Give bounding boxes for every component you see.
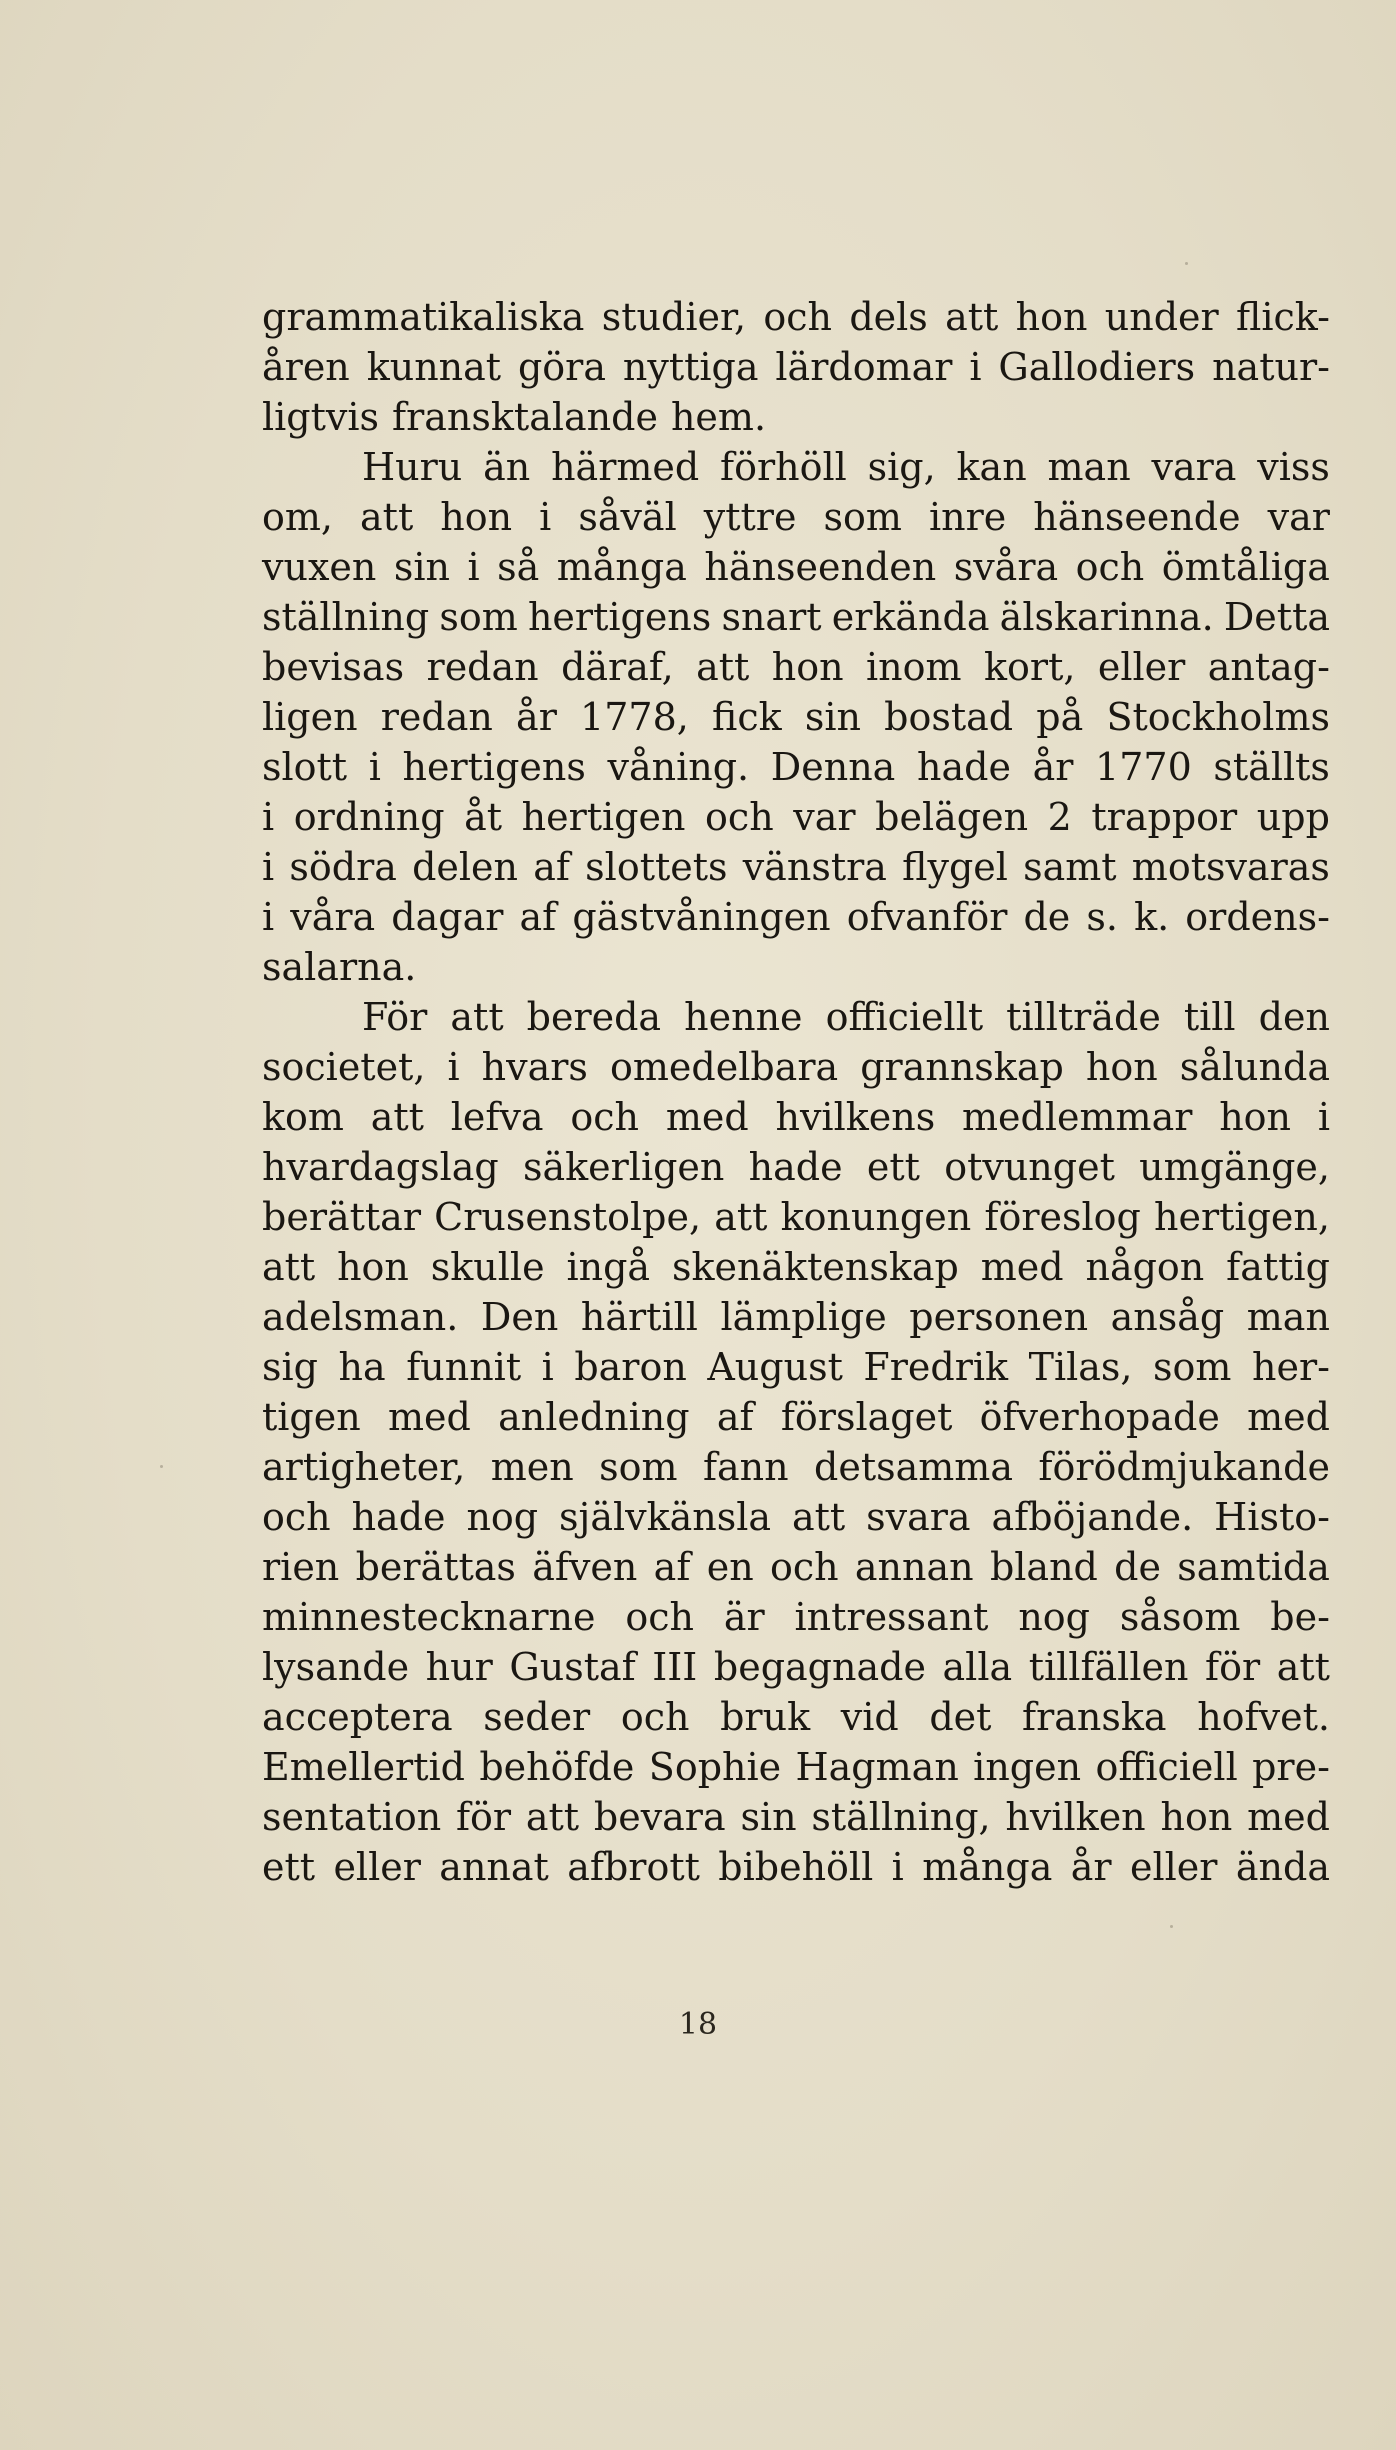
- word: För: [362, 995, 428, 1039]
- paper-speck: [1170, 1925, 1173, 1928]
- word: societet,: [262, 1045, 426, 1089]
- word: grammatikaliska: [262, 295, 585, 339]
- word: på: [1036, 695, 1084, 739]
- word: rien: [262, 1545, 340, 1589]
- word: lärdomar: [775, 345, 953, 389]
- word: ofvanför: [846, 895, 1008, 939]
- word: göra: [517, 345, 606, 389]
- word: sin: [804, 695, 861, 739]
- word: grannskap: [860, 1045, 1064, 1089]
- word: yttre: [703, 495, 797, 539]
- word: redan: [426, 645, 539, 689]
- text-line: [262, 992, 1330, 1042]
- word: motsvaras: [1131, 845, 1330, 889]
- word: hon: [1160, 1795, 1233, 1839]
- word: Emellertid: [262, 1745, 465, 1789]
- text-line: [262, 1442, 1330, 1492]
- word: ansåg: [1110, 1295, 1225, 1339]
- word: redan: [380, 695, 493, 739]
- word: detsamma: [814, 1445, 1013, 1489]
- word: sig,: [867, 445, 936, 489]
- word: att: [360, 495, 414, 539]
- word: 2: [1047, 795, 1072, 839]
- word: Fredrik: [863, 1345, 1009, 1389]
- word: vuxen: [262, 545, 377, 589]
- word: berättas: [355, 1545, 516, 1589]
- word: att: [370, 1095, 424, 1139]
- text-line: [262, 1492, 1330, 1542]
- word: ligtvis: [262, 395, 380, 439]
- word: sig: [262, 1345, 318, 1389]
- word: hertigens: [527, 595, 712, 639]
- word: hur: [425, 1645, 493, 1689]
- word: skenäktenskap: [671, 1245, 959, 1289]
- word: som: [439, 595, 518, 639]
- word: af: [716, 1395, 754, 1439]
- word: antag-: [1207, 645, 1330, 689]
- word: viss: [1257, 445, 1330, 489]
- word: att: [792, 1495, 846, 1539]
- word: svara: [866, 1495, 971, 1539]
- word: vid: [840, 1695, 899, 1739]
- word: upp: [1256, 795, 1330, 839]
- word: i: [1317, 1095, 1330, 1139]
- word: bostad: [884, 695, 1014, 739]
- word: och: [763, 295, 833, 339]
- word: var: [1267, 495, 1330, 539]
- word: och: [620, 1695, 690, 1739]
- word: afböjande.: [991, 1495, 1194, 1539]
- word: nog: [1018, 1595, 1090, 1639]
- word: pre-: [1252, 1745, 1330, 1789]
- word: att: [1276, 1645, 1330, 1689]
- word: åren: [262, 345, 350, 389]
- word: svåra: [953, 545, 1059, 589]
- paper-speck: [160, 1465, 163, 1468]
- word: inre: [928, 495, 1007, 539]
- word: ordning: [293, 795, 445, 839]
- word: äfven: [532, 1545, 638, 1589]
- text-line: [262, 1142, 1330, 1192]
- word: hon: [771, 645, 844, 689]
- word: i: [262, 845, 275, 889]
- word: bland: [989, 1545, 1098, 1589]
- word: de: [1023, 895, 1071, 939]
- word: är: [723, 1595, 765, 1639]
- word: eller: [1097, 645, 1186, 689]
- word: säkerligen: [522, 1145, 725, 1189]
- word: fransktalande: [392, 395, 658, 439]
- word: hertigen,: [1154, 1195, 1330, 1239]
- word: hade: [351, 1495, 446, 1539]
- word: personen: [909, 1295, 1089, 1339]
- word: hade: [916, 745, 1011, 789]
- text-line: [262, 342, 1330, 392]
- word: och: [1075, 545, 1145, 589]
- word: af: [519, 895, 557, 939]
- word: med: [1247, 1395, 1330, 1439]
- word: studier,: [601, 295, 747, 339]
- word: 1778,: [580, 695, 689, 739]
- word: kunnat: [366, 345, 502, 389]
- word: som: [823, 495, 902, 539]
- word: eller: [1130, 1845, 1218, 1889]
- word: samtida: [1177, 1545, 1330, 1589]
- word: förödmjukande: [1038, 1445, 1330, 1489]
- word: officiellt: [825, 995, 984, 1039]
- word: konungen: [780, 1195, 972, 1239]
- word: Gallodiers: [998, 345, 1196, 389]
- word: Hagman: [795, 1745, 959, 1789]
- word: men: [490, 1445, 574, 1489]
- word: Huru: [362, 445, 463, 489]
- word: artigheter,: [262, 1445, 466, 1489]
- word: minnestecknarne: [262, 1595, 596, 1639]
- word: och: [705, 795, 774, 839]
- text-line: [262, 1692, 1330, 1742]
- word: erkända: [831, 595, 990, 639]
- text-line: [262, 942, 1330, 992]
- word: hertigen: [521, 795, 686, 839]
- word: baron: [574, 1345, 687, 1389]
- word: hänseende: [1033, 495, 1241, 539]
- word: ingen: [973, 1745, 1082, 1789]
- word: vara: [1151, 445, 1237, 489]
- word: många: [556, 545, 687, 589]
- word: inom: [866, 645, 962, 689]
- word: otvunget: [944, 1145, 1115, 1189]
- word: nyttiga: [622, 345, 759, 389]
- word: ömtåliga: [1161, 545, 1330, 589]
- word: härtill: [580, 1295, 698, 1339]
- word: i: [541, 1345, 554, 1389]
- text-line: [262, 1542, 1330, 1592]
- word: i: [539, 495, 552, 539]
- word: tillträde: [1006, 995, 1161, 1039]
- word: omedelbara: [609, 1045, 839, 1089]
- word: i: [447, 1045, 460, 1089]
- word: hon: [440, 495, 513, 539]
- word: medlemmar: [962, 1095, 1193, 1139]
- text-line: [262, 1792, 1330, 1842]
- word: af: [653, 1545, 691, 1589]
- word: man: [1047, 445, 1131, 489]
- word: hvardagslag: [262, 1145, 499, 1189]
- paper-speck: [1185, 262, 1188, 265]
- word: snart: [721, 595, 822, 639]
- word: sin: [393, 545, 450, 589]
- word: sålunda: [1179, 1045, 1330, 1089]
- word: självkänsla: [559, 1495, 772, 1539]
- word: franska: [1022, 1695, 1167, 1739]
- word: såsom: [1119, 1595, 1241, 1639]
- text-line: [262, 642, 1330, 692]
- word: Denna: [770, 745, 896, 789]
- word: södra: [289, 845, 397, 889]
- word: begagnade: [713, 1645, 926, 1689]
- text-line: [262, 542, 1330, 592]
- word: 1770: [1095, 745, 1192, 789]
- word: lämplige: [720, 1295, 887, 1339]
- word: dagar: [391, 895, 504, 939]
- word: sentation: [262, 1795, 442, 1839]
- text-line: [262, 1642, 1330, 1692]
- word: ända: [1235, 1845, 1330, 1889]
- word: berättar: [262, 1195, 421, 1239]
- word: och: [625, 1595, 694, 1639]
- word: k.: [1134, 895, 1170, 939]
- word: sin: [740, 1795, 797, 1839]
- word: hänseenden: [704, 545, 937, 589]
- word: för: [1205, 1645, 1261, 1689]
- word: och: [570, 1095, 640, 1139]
- word: fann: [702, 1445, 789, 1489]
- word: Sophie: [648, 1745, 782, 1789]
- word: Tilas,: [1028, 1345, 1133, 1389]
- word: Detta: [1223, 595, 1330, 639]
- word: ligen: [262, 695, 358, 739]
- word: anledning: [498, 1395, 690, 1439]
- word: hade: [748, 1145, 843, 1189]
- word: år: [516, 695, 557, 739]
- word: umgänge,: [1139, 1145, 1330, 1189]
- word: skulle: [430, 1245, 545, 1289]
- word: och: [262, 1495, 331, 1539]
- word: trappor: [1091, 795, 1238, 839]
- word: s.: [1086, 895, 1118, 939]
- word: om,: [262, 495, 333, 539]
- word: ett: [866, 1145, 920, 1189]
- word: slottets: [585, 845, 728, 889]
- word: annat: [439, 1845, 549, 1889]
- word: ingå: [566, 1245, 651, 1289]
- word: att: [262, 1245, 316, 1289]
- word: de: [1114, 1545, 1161, 1589]
- word: August: [707, 1345, 843, 1389]
- word: officiell: [1095, 1745, 1238, 1789]
- word: än: [483, 445, 531, 489]
- text-line: [262, 1842, 1330, 1892]
- word: lefva: [450, 1095, 544, 1139]
- word: af: [533, 845, 570, 889]
- word: åt: [464, 795, 503, 839]
- word: vänstra: [742, 845, 887, 889]
- word: våra: [290, 895, 376, 939]
- word: år: [1032, 745, 1074, 789]
- word: förhöll: [720, 445, 847, 489]
- word: med: [665, 1095, 749, 1139]
- text-line: [262, 392, 1330, 442]
- word: annan: [854, 1545, 974, 1589]
- word: våning.: [607, 745, 750, 789]
- word: adelsman.: [262, 1295, 459, 1339]
- text-line: [262, 1192, 1330, 1242]
- text-line: [262, 792, 1330, 842]
- word: i: [262, 895, 275, 939]
- word: hon: [1085, 1045, 1158, 1089]
- text-line: [262, 1342, 1330, 1392]
- word: öfverhopade: [979, 1395, 1220, 1439]
- word: fick: [712, 695, 782, 739]
- word: kan: [956, 445, 1027, 489]
- word: år: [1070, 1845, 1112, 1889]
- word: hon: [1219, 1095, 1292, 1139]
- word: med: [1247, 1795, 1330, 1839]
- word: hertigens: [402, 745, 586, 789]
- word: var: [793, 795, 856, 839]
- word: intressant: [794, 1595, 989, 1639]
- word: kort,: [984, 645, 1076, 689]
- text-line: [262, 442, 1330, 492]
- word: salarna.: [262, 945, 417, 989]
- word: kom: [262, 1095, 344, 1139]
- word: ställning,: [811, 1795, 991, 1839]
- word: seder: [483, 1695, 591, 1739]
- word: Stockholms: [1106, 695, 1330, 739]
- text-line: [262, 292, 1330, 342]
- word: i: [891, 1845, 904, 1889]
- word: alla: [942, 1645, 1013, 1689]
- text-line: [262, 1242, 1330, 1292]
- text-line: [262, 1592, 1330, 1642]
- word: att: [945, 295, 999, 339]
- word: man: [1246, 1295, 1330, 1339]
- text-line: [262, 1042, 1330, 1092]
- word: att: [714, 1195, 768, 1239]
- word: förslaget: [780, 1395, 953, 1439]
- word: tigen: [262, 1395, 361, 1439]
- word: fattig: [1226, 1245, 1330, 1289]
- word: dels: [849, 295, 928, 339]
- word: till: [1183, 995, 1236, 1039]
- text-line: [262, 842, 1330, 892]
- text-line: [262, 742, 1330, 792]
- word: hem.: [670, 395, 767, 439]
- text-line: [262, 892, 1330, 942]
- word: hon: [1015, 295, 1088, 339]
- text-line: [262, 1292, 1330, 1342]
- word: att: [525, 1795, 580, 1839]
- word: Gustaf: [509, 1645, 636, 1689]
- word: belägen: [875, 795, 1029, 839]
- word: lysande: [262, 1645, 410, 1689]
- word: ordens-: [1185, 895, 1330, 939]
- word: i: [467, 545, 480, 589]
- word: bibehöll: [718, 1845, 874, 1889]
- word: i: [262, 795, 275, 839]
- word: behöfde: [479, 1745, 635, 1789]
- word: såväl: [578, 495, 677, 539]
- body-text: [262, 292, 1330, 1892]
- word: däraf,: [561, 645, 674, 689]
- word: den: [1258, 995, 1330, 1039]
- word: bevisas: [262, 645, 405, 689]
- text-line: [262, 492, 1330, 542]
- page-number: 18: [678, 2007, 718, 2042]
- word: att: [696, 645, 750, 689]
- word: ett: [262, 1845, 316, 1889]
- word: flygel: [902, 845, 1008, 889]
- text-line: [262, 692, 1330, 742]
- word: många: [922, 1845, 1053, 1889]
- word: tillfällen: [1028, 1645, 1189, 1689]
- word: hvilkens: [775, 1095, 936, 1139]
- word: ställts: [1213, 745, 1330, 789]
- word: flick-: [1236, 295, 1330, 339]
- word: eller: [333, 1845, 421, 1889]
- word: med: [387, 1395, 471, 1439]
- word: ha: [338, 1345, 386, 1389]
- word: någon: [1085, 1245, 1205, 1289]
- word: hvilken: [1005, 1795, 1146, 1839]
- word: afbrott: [567, 1845, 700, 1889]
- word: natur-: [1212, 345, 1330, 389]
- word: samt: [1023, 845, 1117, 889]
- word: som: [1153, 1345, 1232, 1389]
- word: som: [599, 1445, 678, 1489]
- word: henne: [684, 995, 803, 1039]
- word: att: [450, 995, 504, 1039]
- word: det: [929, 1695, 992, 1739]
- word: och: [769, 1545, 839, 1589]
- word: funnit: [406, 1345, 522, 1389]
- word: bevara: [593, 1795, 726, 1839]
- word: i: [368, 745, 381, 789]
- word: slott: [262, 745, 348, 789]
- word: bruk: [720, 1695, 811, 1739]
- word: med: [980, 1245, 1064, 1289]
- word: ställning: [262, 595, 430, 639]
- word: hon: [337, 1245, 409, 1289]
- word: en: [706, 1545, 754, 1589]
- word: gästvåningen: [572, 895, 831, 939]
- text-line: [262, 1392, 1330, 1442]
- word: Crusenstolpe,: [434, 1195, 702, 1239]
- word: her-: [1252, 1345, 1330, 1389]
- word: be-: [1270, 1595, 1330, 1639]
- text-line: [262, 592, 1330, 642]
- word: Den: [480, 1295, 559, 1339]
- text-line: [262, 1092, 1330, 1142]
- word: härmed: [551, 445, 700, 489]
- word: så: [497, 545, 540, 589]
- word: bereda: [526, 995, 662, 1039]
- word: i: [969, 345, 982, 389]
- word: Histo-: [1214, 1495, 1330, 1539]
- word: III: [652, 1645, 698, 1689]
- word: nog: [466, 1495, 539, 1539]
- word: hvars: [481, 1045, 588, 1089]
- text-line: [262, 1742, 1330, 1792]
- word: acceptera: [262, 1695, 453, 1739]
- word: för: [455, 1795, 512, 1839]
- word: föreslog: [984, 1195, 1141, 1239]
- word: under: [1104, 295, 1219, 339]
- word: hofvet.: [1197, 1695, 1330, 1739]
- word: delen: [412, 845, 519, 889]
- word: älskarinna.: [999, 595, 1214, 639]
